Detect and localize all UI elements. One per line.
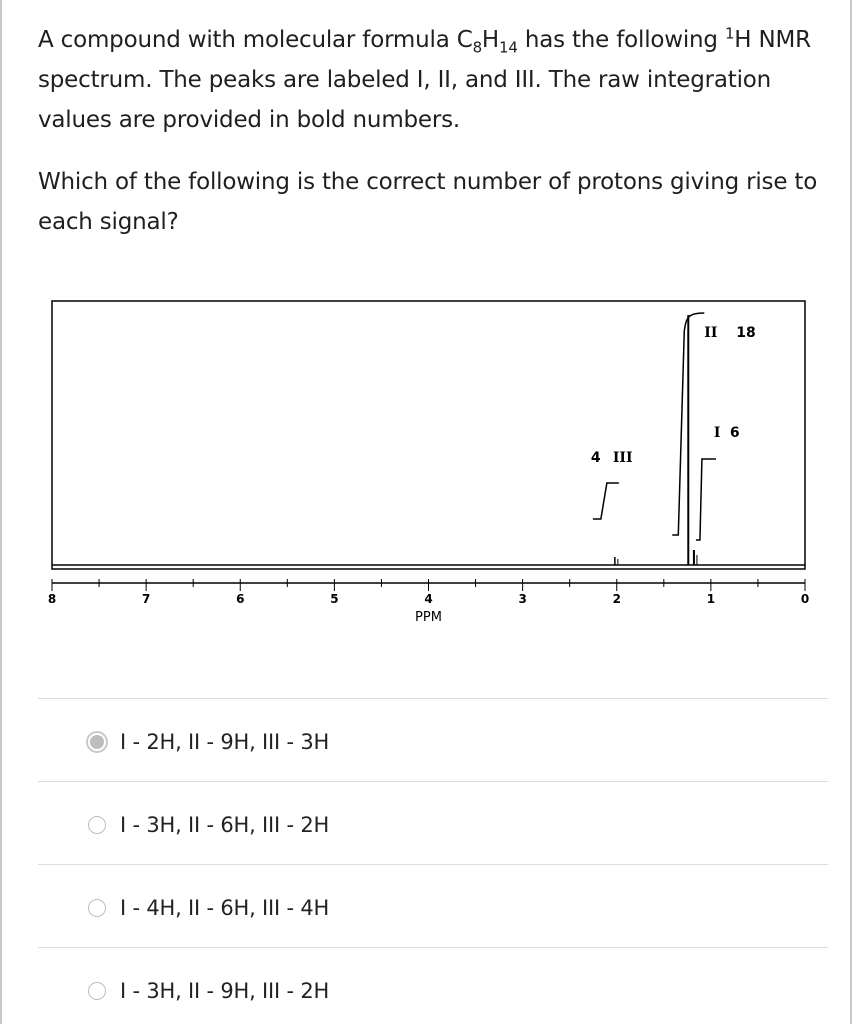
page-border-left [0,0,2,1024]
question-text-part: H [481,27,500,53]
answer-option-label: I - 2H, II - 9H, III - 3H [120,730,330,754]
radio-button[interactable] [88,982,106,1000]
axis-tick-label: 1 [706,592,716,606]
question-text [38,20,838,140]
options-divider [38,864,828,865]
radio-button[interactable] [88,899,106,917]
question-text-part: A compound with molecular formula C [38,27,473,53]
options-divider [38,698,828,699]
peak-II-label: II [704,325,718,341]
formula-subscript-carbon: 8 [472,38,482,57]
integration-curve-III [593,483,619,519]
axis-tick-label: 4 [424,592,433,606]
answer-option-1[interactable] [88,722,329,762]
radio-button-selected[interactable] [86,731,108,753]
answer-option-label: I - 3H, II - 6H, III - 2H [120,813,330,837]
peak-I-label: I [713,425,721,441]
axis-tick-label: 2 [612,592,621,606]
isotope-superscript: 1 [724,24,735,43]
spectrum-plot-frame [52,301,805,569]
radio-button[interactable] [88,816,106,834]
answer-option-3[interactable] [88,888,329,928]
question-text-part: has the following [517,27,725,53]
peak-III-label: III [612,450,633,466]
question-text-part: H NMR spectrum. The peaks are labeled I, II, and III. The raw integration values are provided in bold numbers. [38,27,811,133]
axis-tick-label: 6 [236,592,245,606]
axis-tick-label: 7 [141,592,151,606]
options-divider [38,781,828,782]
answer-option-4[interactable] [88,971,329,1011]
x-axis-label: PPM [415,610,442,625]
question-prompt: Which of the following is the correct number of protons giving rise to each signal? [38,169,818,235]
axis-tick-label: 0 [800,592,810,606]
answer-option-label: I - 4H, II - 6H, III - 4H [120,896,330,920]
axis-tick-label: 3 [518,592,527,606]
answer-option-2[interactable] [88,805,329,845]
options-divider [38,947,828,948]
peak-I-integration: 6 [729,425,740,441]
nmr-spectrum [36,295,816,635]
peak-II-integration: 18 [736,325,756,341]
radio-dot [90,735,104,749]
answer-option-label: I - 3H, II - 9H, III - 2H [120,979,330,1003]
axis-tick-label: 8 [47,592,57,606]
axis-tick-label: 5 [330,592,339,606]
peak-III-integration: 4 [590,450,601,466]
integration-curve-I [696,459,716,540]
formula-subscript-hydrogen: 14 [499,38,518,57]
